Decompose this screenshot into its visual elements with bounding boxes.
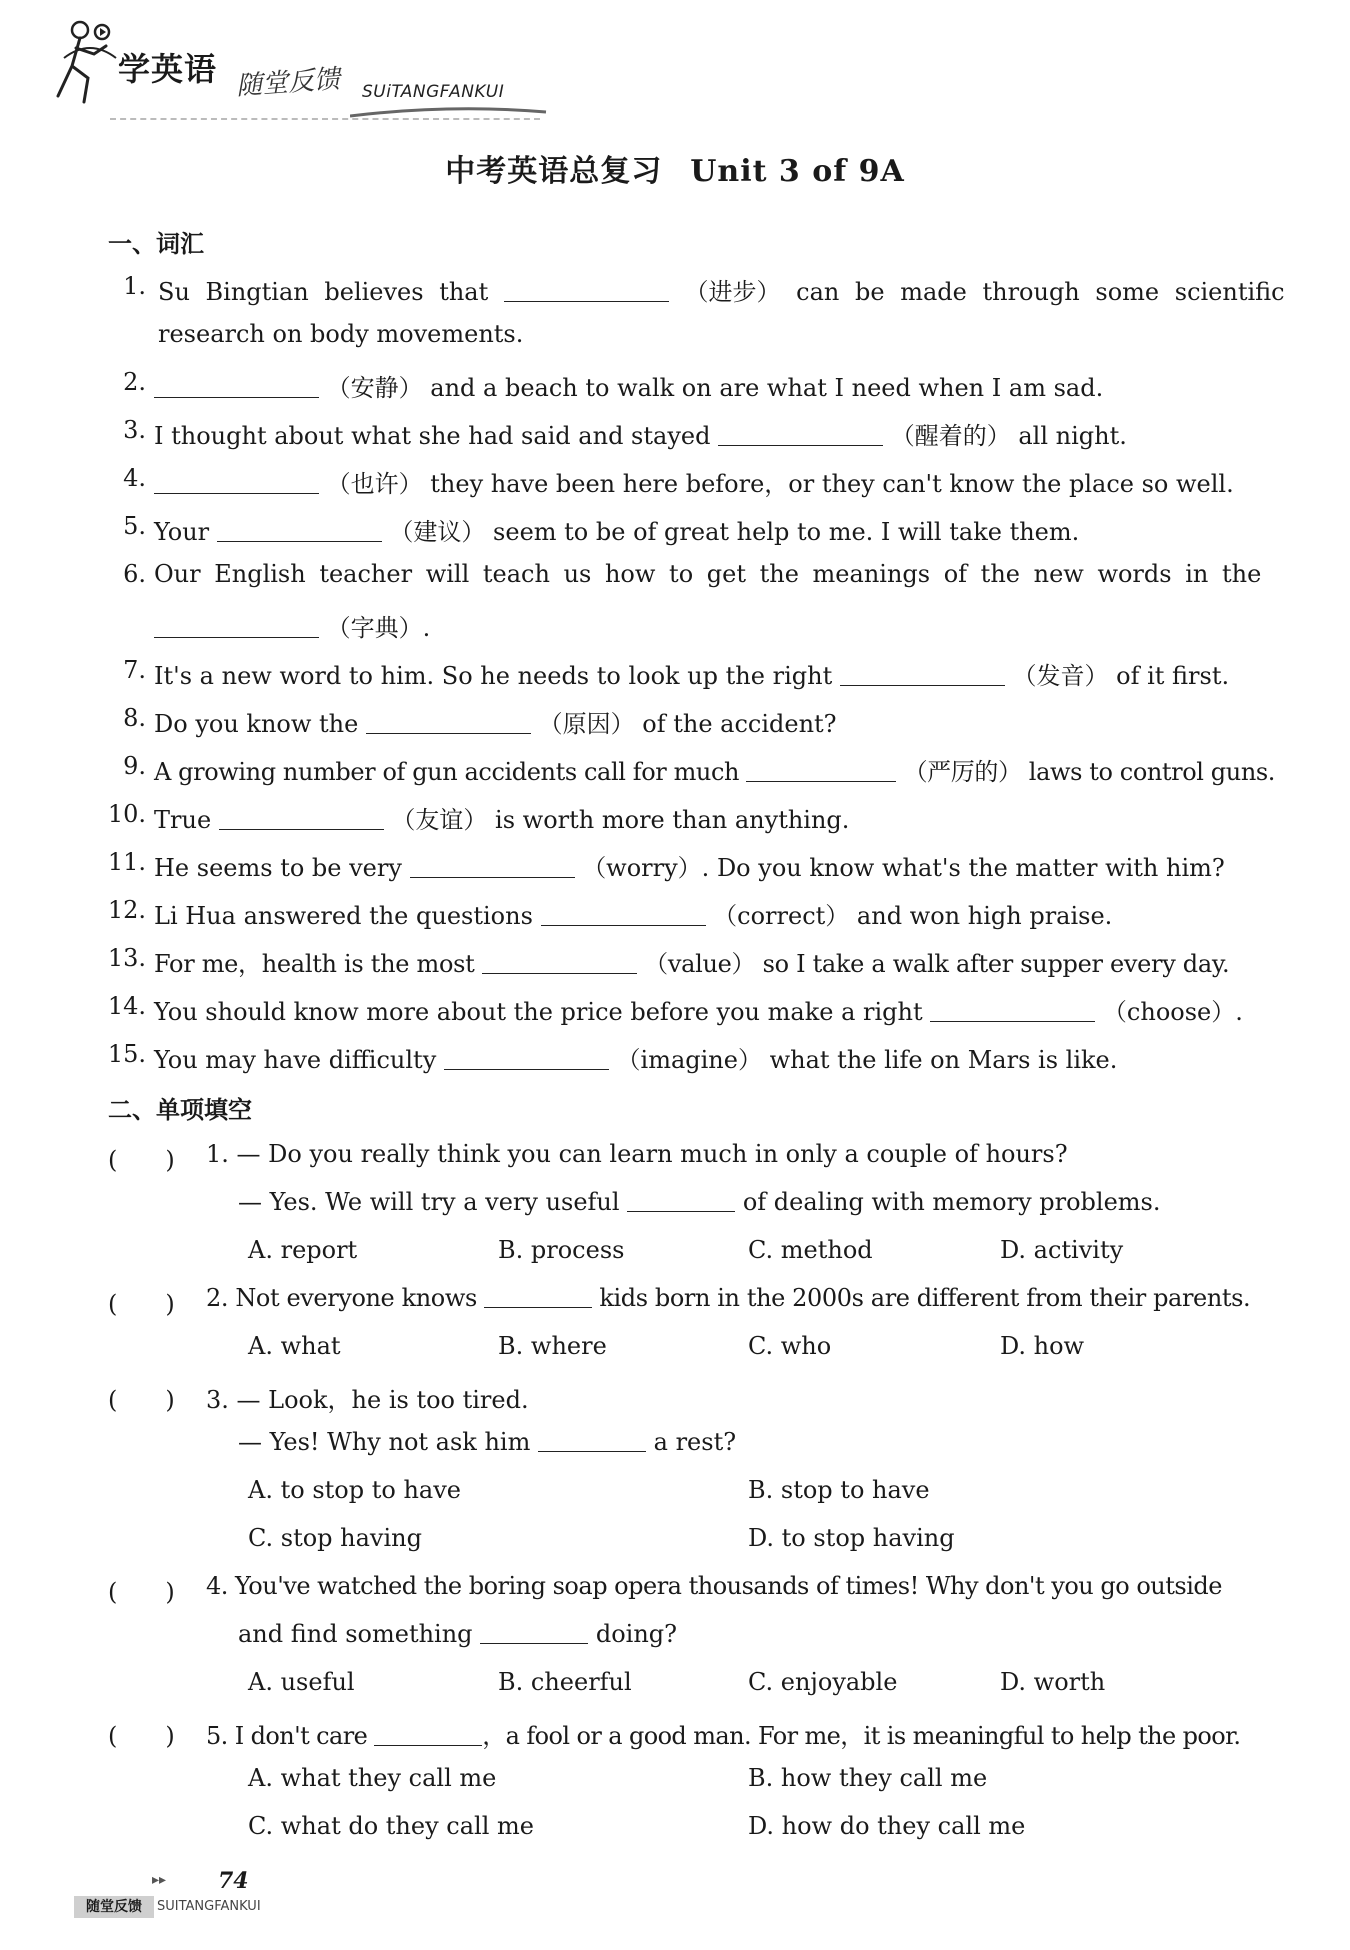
item-text: （严厉的） laws to control guns.	[903, 758, 1276, 786]
logo-brand-text: 学英语	[118, 50, 218, 88]
header-divider	[110, 118, 540, 120]
footer-tag: 随堂反馈	[74, 1896, 154, 1918]
question-text: doing?	[595, 1620, 678, 1648]
item-number: 4.	[123, 464, 146, 492]
answer-blank[interactable]	[219, 807, 384, 830]
item-number: 3.	[123, 416, 146, 444]
item-number: 12.	[107, 896, 146, 924]
question-text: and find something	[238, 1620, 473, 1648]
answer-blank[interactable]	[480, 1621, 588, 1644]
item-text: （原因） of the accident?	[538, 710, 837, 738]
answer-bracket[interactable]: ( )	[108, 1722, 175, 1750]
header-logo	[50, 18, 540, 118]
item-text: （value） so I take a walk after supper every day.	[644, 950, 1230, 978]
question-text: a rest?	[653, 1428, 737, 1456]
option-a: A. what	[248, 1332, 341, 1360]
answer-bracket[interactable]: ( )	[108, 1578, 175, 1606]
answer-blank[interactable]	[718, 423, 883, 446]
option-b: B. stop to have	[748, 1476, 930, 1504]
option-b: B. how they call me	[748, 1764, 988, 1792]
answer-blank[interactable]	[930, 999, 1095, 1022]
option-c: C. stop having	[248, 1524, 422, 1552]
item-text: （也许） they have been here before，or they can't know the place so well.	[326, 470, 1234, 498]
item-text: A growing number of gun accidents call for much	[154, 758, 740, 786]
question-text: 1. — Do you really think you can learn much in only a couple of hours?	[206, 1140, 1068, 1168]
answer-bracket[interactable]: ( )	[108, 1146, 175, 1174]
runner-icon	[50, 18, 120, 108]
section-heading-mc: 二、单项填空	[108, 1096, 252, 1124]
page-title	[0, 146, 1350, 190]
item-number: 2.	[123, 368, 146, 396]
question-text: 5. I don't care	[206, 1722, 368, 1750]
option-a: A. to stop to have	[248, 1476, 461, 1504]
item-text: （字典）.	[326, 614, 431, 642]
option-d: D. how	[1000, 1332, 1085, 1360]
option-b: B. process	[498, 1236, 625, 1264]
answer-blank[interactable]	[484, 1285, 592, 1308]
answer-blank[interactable]	[627, 1189, 735, 1212]
option-d: D. worth	[1000, 1668, 1106, 1696]
answer-bracket[interactable]: ( )	[108, 1386, 175, 1414]
item-text: （安静） and a beach to walk on are what I need when I am sad.	[326, 374, 1104, 402]
title-en: Unit 3 of 9A	[690, 154, 905, 189]
option-c: C. method	[748, 1236, 873, 1264]
item-text: Su Bingtian believes that	[158, 278, 489, 306]
footer-pinyin: SUITANGFANKUI	[157, 1899, 261, 1914]
item-number: 10.	[107, 800, 146, 828]
footer-arrows-icon: ▸▸	[152, 1872, 167, 1888]
item-text: It's a new word to him. So he needs to look up the right	[154, 662, 833, 690]
answer-blank[interactable]	[504, 279, 669, 302]
item-text: True	[154, 806, 212, 834]
item-number: 7.	[123, 656, 146, 684]
answer-blank[interactable]	[154, 375, 319, 398]
item-number: 1.	[123, 272, 146, 300]
option-c: C. what do they call me	[248, 1812, 534, 1840]
question-text: 3. — Look，he is too tired.	[206, 1386, 529, 1414]
item-text: （建议） seem to be of great help to me. I will take them.	[389, 518, 1080, 546]
item-text: （correct） and won high praise.	[713, 902, 1113, 930]
answer-blank[interactable]	[746, 759, 896, 782]
question-text: 4. You've watched the boring soap opera thousands of times! Why don't you go outside	[206, 1572, 1222, 1600]
logo-pinyin: SUiTANGFANKUI	[362, 82, 505, 102]
item-text: I thought about what she had said and stayed	[154, 422, 711, 450]
item-text: （发音） of it first.	[1012, 662, 1230, 690]
option-d: D. how do they call me	[748, 1812, 1026, 1840]
answer-blank[interactable]	[840, 663, 1005, 686]
item-text: （进步） can be made through some scientific	[684, 278, 1285, 306]
page-number: 74	[218, 1868, 249, 1894]
question-text: — Yes. We will try a very useful	[238, 1188, 620, 1216]
item-number: 9.	[123, 752, 146, 780]
item-number: 5.	[123, 512, 146, 540]
item-text: Your	[154, 518, 210, 546]
item-text: For me，health is the most	[154, 950, 475, 978]
item-number: 11.	[107, 848, 146, 876]
item-number: 13.	[107, 944, 146, 972]
answer-blank[interactable]	[482, 951, 637, 974]
item-number: 8.	[123, 704, 146, 732]
item-text: research on body movements.	[158, 320, 524, 348]
item-number: 14.	[107, 992, 146, 1020]
answer-blank[interactable]	[217, 519, 382, 542]
item-text: Our English teacher will teach us how to get the meanings of the new words in the	[154, 560, 1262, 588]
answer-blank[interactable]	[538, 1429, 646, 1452]
item-text: You should know more about the price before you make a right	[154, 998, 923, 1026]
option-a: A. report	[248, 1236, 358, 1264]
option-a: A. what they call me	[248, 1764, 497, 1792]
answer-blank[interactable]	[366, 711, 531, 734]
section-heading-vocab: 一、词汇	[108, 230, 204, 258]
question-text: of dealing with memory problems.	[742, 1188, 1161, 1216]
title-cn: 中考英语总复习	[445, 154, 663, 189]
item-text: （醒着的） all night.	[890, 422, 1127, 450]
answer-blank[interactable]	[541, 903, 706, 926]
question-text: kids born in the 2000s are different from their parents.	[599, 1284, 1251, 1312]
option-d: D. activity	[1000, 1236, 1124, 1264]
answer-bracket[interactable]: ( )	[108, 1290, 175, 1318]
item-text: Do you know the	[154, 710, 359, 738]
item-text: You may have difficulty	[154, 1046, 437, 1074]
item-number: 6.	[123, 560, 146, 588]
answer-blank[interactable]	[154, 471, 319, 494]
item-text: He seems to be very	[154, 854, 402, 882]
item-text: （imagine） what the life on Mars is like.	[616, 1046, 1118, 1074]
option-b: B. where	[498, 1332, 607, 1360]
question-text: 2. Not everyone knows	[206, 1284, 477, 1312]
answer-blank[interactable]	[444, 1047, 609, 1070]
option-c: C. who	[748, 1332, 832, 1360]
question-text: — Yes! Why not ask him	[238, 1428, 531, 1456]
answer-blank[interactable]	[374, 1723, 482, 1746]
option-b: B. cheerful	[498, 1668, 632, 1696]
option-d: D. to stop having	[748, 1524, 955, 1552]
option-a: A. useful	[248, 1668, 355, 1696]
question-text: ，a fool or a good man. For me，it is meaningful to help the poor.	[482, 1722, 1241, 1750]
option-c: C. enjoyable	[748, 1668, 898, 1696]
logo-sub-text: 随堂反馈	[235, 64, 342, 102]
item-text: Li Hua answered the questions	[154, 902, 533, 930]
answer-blank[interactable]	[154, 615, 319, 638]
item-text: （worry）. Do you know what's the matter with him?	[582, 854, 1225, 882]
item-number: 15.	[107, 1040, 146, 1068]
answer-blank[interactable]	[410, 855, 575, 878]
item-text: （choose）.	[1102, 998, 1243, 1026]
item-text: （友谊） is worth more than anything.	[391, 806, 850, 834]
